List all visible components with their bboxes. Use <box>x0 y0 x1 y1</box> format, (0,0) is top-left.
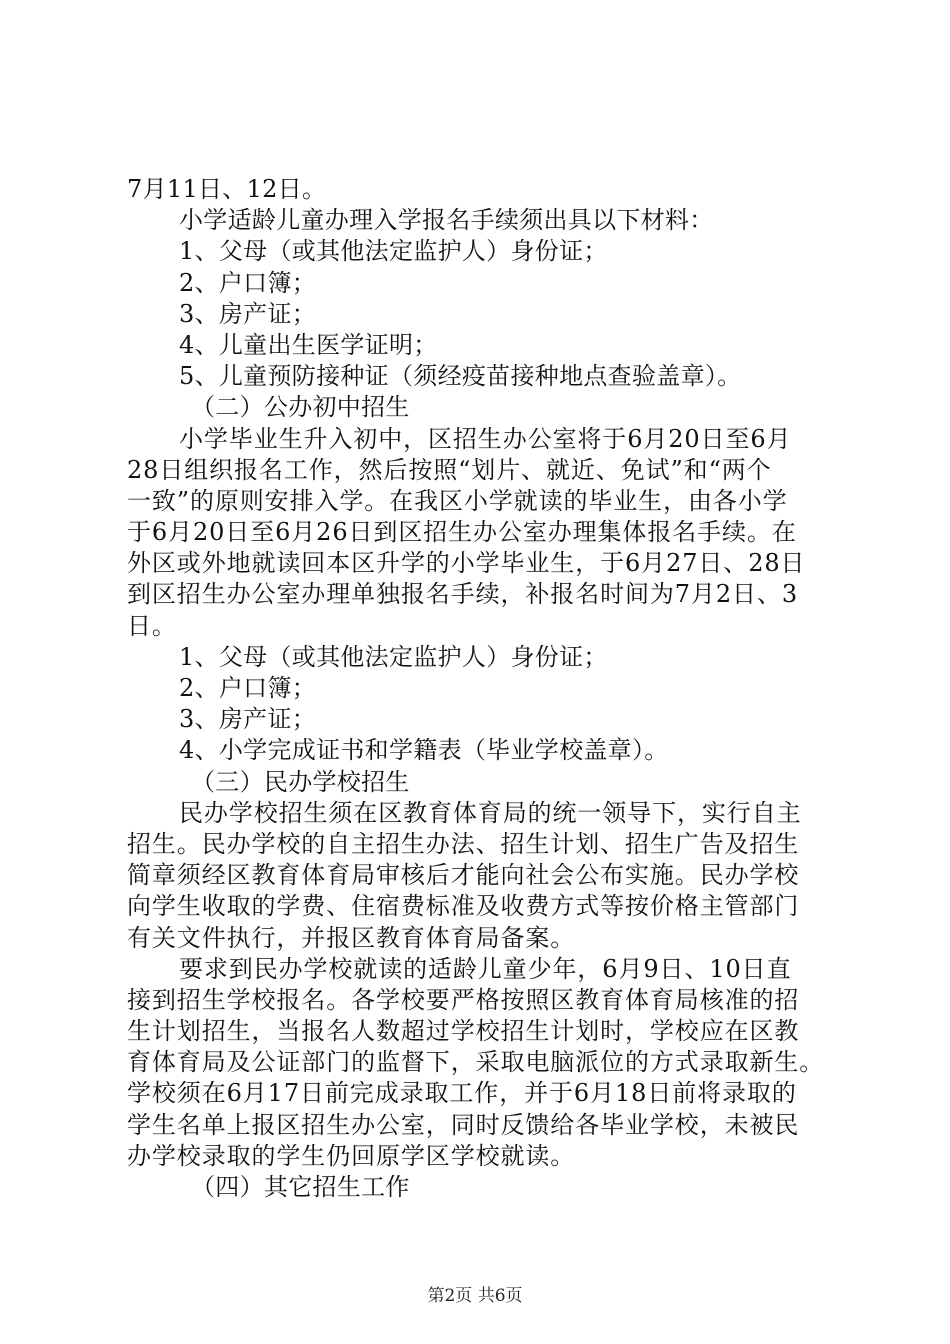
list-item <box>127 330 839 361</box>
document-body <box>127 174 839 1203</box>
text-line: 3、房产证； <box>179 705 317 734</box>
text-line: （三）民办学校招生 <box>191 767 410 796</box>
page-number: 第2页 共6页 <box>427 1286 523 1306</box>
paragraph <box>127 424 839 642</box>
text-line: 2、户口簿； <box>179 268 317 297</box>
text-line: 招生。民办学校的自主招生办法、招生计划、招生广告及招生 <box>127 829 800 858</box>
text-line: 小学毕业生升入初中，区招生办公室将于6月20日至6月 <box>179 424 792 453</box>
section-heading <box>127 767 839 798</box>
text-line: 外区或外地就读回本区升学的小学毕业生，于6月27日、28日 <box>127 549 806 578</box>
text-line: 办学校录取的学生仍回原学区学校就读。 <box>127 1141 576 1170</box>
page-footer <box>0 1281 950 1306</box>
list-item <box>127 673 839 704</box>
text-line: 接到招生学校报名。各学校要严格按照区教育体育局核准的招 <box>127 985 800 1014</box>
list-item <box>127 704 839 735</box>
text-line: 5、儿童预防接种证（须经疫苗接种地点查验盖章）。 <box>179 362 742 391</box>
text-line: 一致”的原则安排入学。在我区小学就读的毕业生，由各小学 <box>127 486 788 515</box>
text-line: 日。 <box>127 611 177 640</box>
text-line: 学校须在6月17日前完成录取工作，并于6月18日前将录取的 <box>127 1079 797 1108</box>
text-line: 到区招生办公室办理单独报名手续，补报名时间为7月2日、3 <box>127 580 799 609</box>
text-line: （二）公办初中招生 <box>191 393 410 422</box>
list-item <box>127 268 839 299</box>
list-item <box>127 299 839 330</box>
date-line <box>127 174 839 205</box>
text-line: 向学生收取的学费、住宿费标准及收费方式等按价格主管部门 <box>127 892 800 921</box>
text-line: （四）其它招生工作 <box>191 1173 410 1201</box>
section-heading <box>127 1172 839 1203</box>
text-line: 学生名单上报区招生办公室，同时反馈给各毕业学校，未被民 <box>127 1110 800 1139</box>
section-heading <box>127 392 839 423</box>
text-line: 简章须经区教育体育局审核后才能向社会公布实施。民办学校 <box>127 861 800 890</box>
text-line: 1、父母（或其他法定监护人）身份证； <box>179 237 608 266</box>
list-item <box>127 735 839 766</box>
text-line: 28日组织报名工作，然后按照“划片、就近、免试”和“两个 <box>127 455 772 484</box>
text-line: 于6月20日至6月26日到区招生办公室办理集体报名手续。在 <box>127 518 797 547</box>
text-line: 生计划招生，当报名人数超过学校招生计划时，学校应在区教 <box>127 1017 800 1046</box>
text-line: 育体育局及公证部门的监督下，采取电脑派位的方式录取新生。 <box>127 1048 825 1077</box>
paragraph <box>127 954 839 1172</box>
paragraph <box>127 798 839 954</box>
text-line: 1、父母（或其他法定监护人）身份证； <box>179 642 608 671</box>
text-line: 4、小学完成证书和学籍表（毕业学校盖章）。 <box>179 736 669 765</box>
text-line: 要求到民办学校就读的适龄儿童少年，6月9日、10日直 <box>179 954 792 983</box>
text-line: 有关文件执行，并报区教育体育局备案。 <box>127 923 576 952</box>
text-line: 3、房产证； <box>179 299 317 328</box>
list-item <box>127 361 839 392</box>
materials-intro <box>127 205 839 236</box>
text-line: 4、儿童出生医学证明； <box>179 330 438 359</box>
text-line: 7月11日、12日。 <box>127 175 327 203</box>
list-item <box>127 642 839 673</box>
list-item <box>127 236 839 267</box>
text-line: 小学适龄儿童办理入学报名手续须出具以下材料： <box>179 206 714 235</box>
text-line: 2、户口簿； <box>179 674 317 702</box>
text-line: 民办学校招生须在区教育体育局的统一领导下，实行自主 <box>179 798 802 827</box>
